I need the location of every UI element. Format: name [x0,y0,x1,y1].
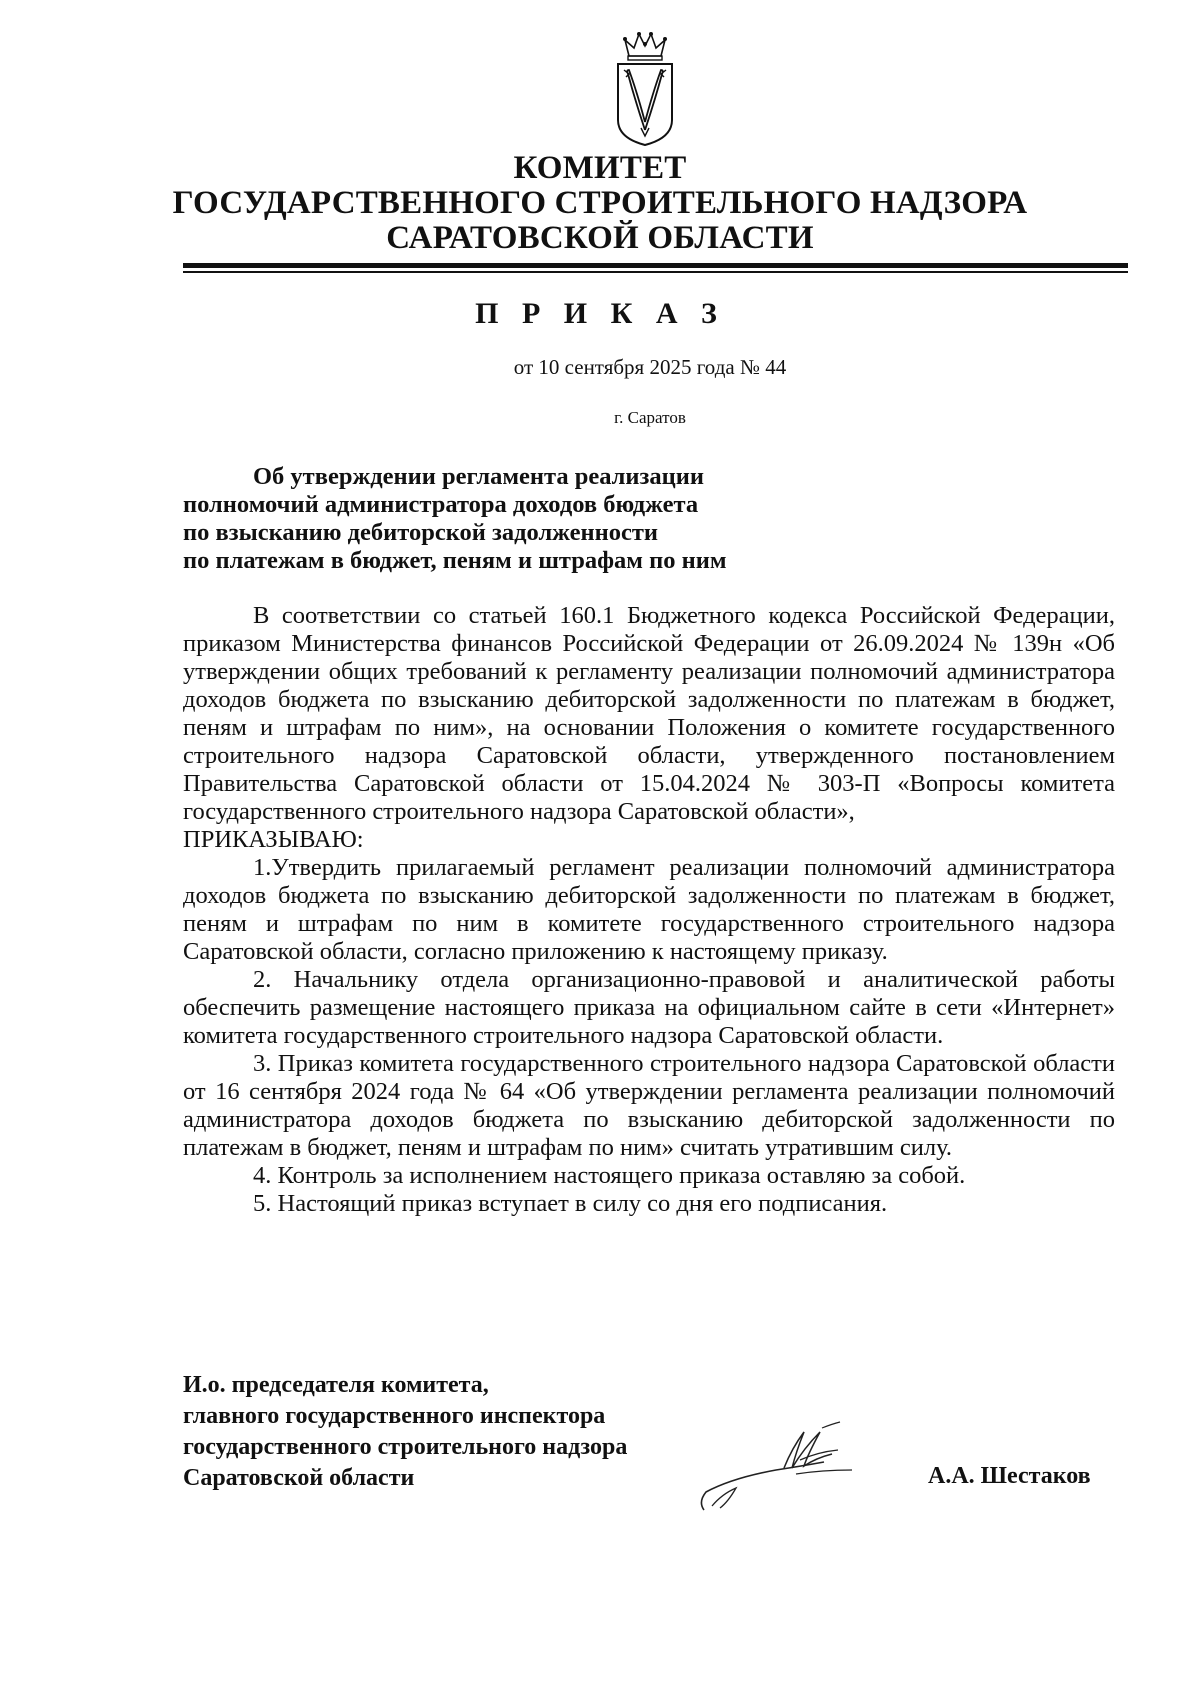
subject-line: полномочий администратора доходов бюджета [183,491,699,518]
header-divider-thick [183,263,1128,268]
saratov-coat-of-arms-icon [615,30,675,148]
signatory-title-line: И.о. председателя комитета, [183,1372,489,1398]
document-date-number: от 10 сентября 2025 года № 44 [513,355,787,379]
document-body [183,602,1115,1218]
signatory-title-line: государственного строительного надзора [183,1434,628,1460]
signatory-title-line: Саратовской области [183,1465,415,1491]
signatory-name: А.А. Шестаков [928,1463,1091,1489]
order-item-1: 1.Утвердить прилагаемый регламент реализации полномочий администратора доходов бюджета по взысканию дебиторской задолженности по платежам в бюджет, пеням и штрафам по ним в комитете государственного строительного надзора Саратовской области, согласно приложению к настоящему приказу. [183,854,1115,965]
document-city: г. Саратов [614,408,686,427]
subject-line: по платежам в бюджет, пеням и штрафам по ним [183,547,727,574]
preamble-paragraph: В соответствии со статьей 160.1 Бюджетного кодекса Российской Федерации, приказом Министерства финансов Российской Федерации от 26.09.2024 № 139н «Об утверждении общих требований к регламенту реализации полномочий администратора доходов бюджета по взысканию дебиторской задолженности по платежам в бюджет, пеням и штрафам по ним», на основании Положения о комитете государственного строительного надзора Саратовской области, утвержденного постановлением Правительства Саратовской области от 15.04.2024 № 303-П «Вопросы комитета государственного строительного надзора Саратовской области», [183,602,1115,825]
signatory-title-line: главного государственного инспектора [183,1403,606,1429]
document-type-title: П Р И К А З [475,297,725,330]
subject-line: Об утверждении регламента реализации [253,463,704,490]
org-name-line-3: САРАТОВСКОЙ ОБЛАСТИ [386,220,814,256]
org-name-line-1: КОМИТЕТ [513,150,687,186]
order-item-2: 2. Начальнику отдела организационно-правовой и аналитической работы обеспечить размещение настоящего приказа на официальном сайте в сети «Интернет» комитета государственного строительного надзора Саратовской области. [183,966,1115,1049]
order-item-3: 3. Приказ комитета государственного строительного надзора Саратовской области от 16 сентября 2024 года № 64 «Об утверждении регламента реализации полномочий администратора доходов бюджета по взысканию дебиторской задолженности по платежам в бюджет, пеням и штрафам по ним» считать утратившим силу. [183,1050,1115,1161]
order-item-5: 5. Настоящий приказ вступает в силу со дня его подписания. [253,1190,888,1217]
signatory-title [183,1370,627,1494]
document-subject [183,463,883,575]
order-word: ПРИКАЗЫВАЮ: [183,826,364,853]
header-divider-thin [183,271,1128,273]
org-name-line-2: ГОСУДАРСТВЕННОГО СТРОИТЕЛЬНОГО НАДЗОРА [172,185,1028,221]
subject-line: по взысканию дебиторской задолженности [183,519,659,546]
order-item-4: 4. Контроль за исполнением настоящего приказа оставляю за собой. [253,1162,966,1189]
handwritten-signature-icon [692,1418,872,1518]
